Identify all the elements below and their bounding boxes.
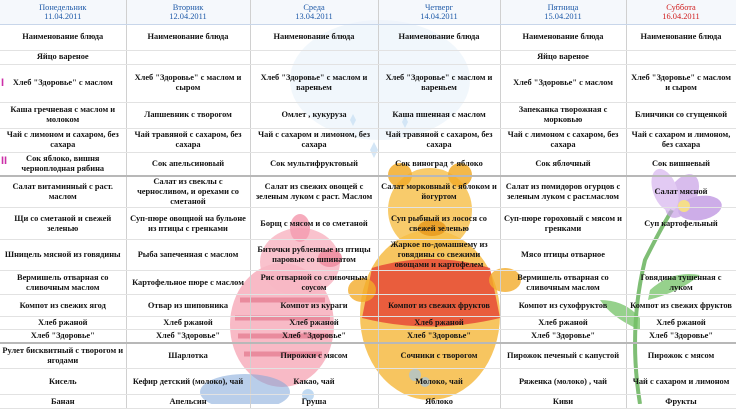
menu-cell: Хлеб "Здоровье" xyxy=(126,330,250,343)
menu-cell: Хлеб "Здоровье" xyxy=(626,330,736,343)
menu-cell: Запеканка творожная с морковью xyxy=(500,102,626,128)
menu-cell: Чай с сахаром и лимоном, без сахара xyxy=(250,128,378,152)
table-row xyxy=(0,24,736,50)
menu-cell: Жаркое по-домашнему из говядины со свежими овощами и картофелем xyxy=(378,240,500,271)
menu-cell: Хлеб "Здоровье" xyxy=(250,330,378,343)
menu-cell: Хлеб "Здоровье" с маслом и сыром xyxy=(126,64,250,102)
menu-cell: Хлеб ржаной xyxy=(0,317,126,330)
menu-cell: Мясо птицы отварное xyxy=(500,240,626,271)
menu-cell: Хлеб "Здоровье" xyxy=(0,330,126,343)
menu-cell: Хлеб "Здоровье" с маслом xyxy=(0,64,126,102)
table-row xyxy=(0,240,736,271)
menu-cell: Шарлотка xyxy=(126,343,250,369)
menu-cell xyxy=(626,50,736,64)
menu-cell: Яйцо вареное xyxy=(0,50,126,64)
menu-cell: Яйцо вареное xyxy=(500,50,626,64)
menu-cell: Омлет , кукуруза xyxy=(250,102,378,128)
menu-cell: Каша пшенная с маслом xyxy=(378,102,500,128)
menu-cell: Суп картофельный xyxy=(626,208,736,240)
menu-cell: Чай с лимоном и сахаром, без сахара xyxy=(0,128,126,152)
menu-cell: Салат из помидоров огурцов с зеленым луком с раст.маслом xyxy=(500,176,626,208)
menu-cell: Блинчики со сгущенкой xyxy=(626,102,736,128)
menu-cell: Компот из свежих фруктов xyxy=(626,295,736,317)
menu-cell: Вермишель отварная со сливочным маслом xyxy=(500,271,626,295)
menu-cell: Суп-пюре овощной на бульоне из птицы с гренками xyxy=(126,208,250,240)
menu-cell: Хлеб ржаной xyxy=(126,317,250,330)
menu-cell: Наименование блюда xyxy=(500,24,626,50)
menu-cell: Сок мультифруктовый xyxy=(250,152,378,176)
day-header-friday: Пятница 15.04.2011 xyxy=(500,0,626,24)
table-row xyxy=(0,395,736,409)
menu-cell: Каша гречневая с маслом и молоком xyxy=(0,102,126,128)
menu-cell: Компот из свежих ягод xyxy=(0,295,126,317)
menu-cell: Салат витаминный с раст. маслом xyxy=(0,176,126,208)
menu-cell: Груша xyxy=(250,395,378,409)
header-row xyxy=(0,0,736,24)
menu-cell: Рулет бисквитный с творогом и ягодами xyxy=(0,343,126,369)
table-row xyxy=(0,50,736,64)
menu-cell: Кефир детский (молоко), чай xyxy=(126,369,250,395)
day-header-thursday: Четверг 14.04.2011 xyxy=(378,0,500,24)
meal-marker-2: II xyxy=(1,155,8,167)
menu-cell: Сок виноград + яблоко xyxy=(378,152,500,176)
menu-cell: Ряженка (молоко) , чай xyxy=(500,369,626,395)
menu-cell: Картофельное пюре с маслом xyxy=(126,271,250,295)
menu-cell: Наименование блюда xyxy=(0,24,126,50)
table-row xyxy=(0,271,736,295)
menu-cell: Чай с сахаром и лимоном, без сахара xyxy=(626,128,736,152)
menu-cell: Апельсин xyxy=(126,395,250,409)
menu-cell: Хлеб ржаной xyxy=(500,317,626,330)
menu-cell: Киви xyxy=(500,395,626,409)
table-row xyxy=(0,152,736,176)
menu-cell: Салат морковный с яблоком и йогуртом xyxy=(378,176,500,208)
menu-cell: Сочники с творогом xyxy=(378,343,500,369)
menu-cell: Шницель мясной из говядины xyxy=(0,240,126,271)
menu-cell: Салат мясной xyxy=(626,176,736,208)
day-header-saturday: Суббота 16.04.2011 xyxy=(626,0,736,24)
menu-cell: Щи со сметаной и свежей зеленью xyxy=(0,208,126,240)
menu-cell: Лапшевник с творогом xyxy=(126,102,250,128)
menu-cell: Хлеб ржаной xyxy=(250,317,378,330)
table-row xyxy=(0,208,736,240)
menu-cell: Компот из свежих фруктов xyxy=(378,295,500,317)
menu-cell: Фрукты xyxy=(626,395,736,409)
menu-cell: Хлеб "Здоровье" с маслом и вареньем xyxy=(378,64,500,102)
menu-cell: Рыба запеченная с маслом xyxy=(126,240,250,271)
menu-cell: Кисель xyxy=(0,369,126,395)
menu-cell: Хлеб "Здоровье" с маслом и вареньем xyxy=(250,64,378,102)
menu-cell: Хлеб "Здоровье" с маслом xyxy=(500,64,626,102)
menu-cell: Наименование блюда xyxy=(126,24,250,50)
menu-cell: Какао, чай xyxy=(250,369,378,395)
menu-cell: Сок яблоко, вишня черноплодная рябина xyxy=(0,152,126,176)
menu-cell: Компот из сухофруктов xyxy=(500,295,626,317)
menu-cell: Пирожок печеный с капустой xyxy=(500,343,626,369)
table-row xyxy=(0,64,736,102)
menu-cell: Рис отварной со сливочным соусом xyxy=(250,271,378,295)
menu-cell xyxy=(378,50,500,64)
menu-cell: Борщ с мясом и со сметаной xyxy=(250,208,378,240)
menu-cell: Хлеб "Здоровье" xyxy=(378,330,500,343)
table-row xyxy=(0,330,736,343)
table-row xyxy=(0,176,736,208)
menu-cell: Наименование блюда xyxy=(626,24,736,50)
menu-cell: Салат из свеклы с черносливом, и орехами со сметаной xyxy=(126,176,250,208)
day-header-monday: Понедельник 11.04.2011 xyxy=(0,0,126,24)
day-header-tuesday: Вторник 12.04.2011 xyxy=(126,0,250,24)
menu-cell: Суп рыбный из лосося со свежей зеленью xyxy=(378,208,500,240)
menu-cell: Хлеб "Здоровье" с маслом и сыром xyxy=(626,64,736,102)
menu-cell: Хлеб ржаной xyxy=(378,317,500,330)
menu-cell: Вермишель отварная со сливочным маслом xyxy=(0,271,126,295)
menu-cell: Суп-пюре гороховый с мясом и гренками xyxy=(500,208,626,240)
menu-cell xyxy=(126,50,250,64)
menu-cell: Банан xyxy=(0,395,126,409)
menu-cell: Чай травяной с сахаром, без сахара xyxy=(378,128,500,152)
table-row xyxy=(0,317,736,330)
menu-cell: Отвар из шиповника xyxy=(126,295,250,317)
table-row xyxy=(0,102,736,128)
menu-cell: Биточки рубленные из птицы паровые со шпинатом xyxy=(250,240,378,271)
menu-cell: Сок вишневый xyxy=(626,152,736,176)
menu-cell: Салат из свежих овощей с зеленым луком с раст. Маслом xyxy=(250,176,378,208)
table-row xyxy=(0,295,736,317)
menu-cell: Компот из кураги xyxy=(250,295,378,317)
menu-cell: Говядина тушенная с луком xyxy=(626,271,736,295)
menu-cell: Пирожок с мясом xyxy=(626,343,736,369)
table-row xyxy=(0,369,736,395)
day-header-wednesday: Среда 13.04.2011 xyxy=(250,0,378,24)
menu-cell xyxy=(378,271,500,295)
menu-cell: Наименование блюда xyxy=(378,24,500,50)
menu-cell: Пирожки с мясом xyxy=(250,343,378,369)
menu-cell: Яблоко xyxy=(378,395,500,409)
menu-cell xyxy=(626,240,736,271)
menu-cell: Сок яблочный xyxy=(500,152,626,176)
menu-cell: Хлеб "Здоровье" xyxy=(500,330,626,343)
meal-marker-1: I xyxy=(1,77,5,89)
menu-cell: Чай с лимоном с сахаром, без сахара xyxy=(500,128,626,152)
menu-cell: Чай травяной с сахаром, без сахара xyxy=(126,128,250,152)
menu-cell: Наименование блюда xyxy=(250,24,378,50)
menu-cell: Сок апельсиновый xyxy=(126,152,250,176)
menu-cell: Хлеб ржаной xyxy=(626,317,736,330)
menu-cell xyxy=(250,50,378,64)
table-row xyxy=(0,128,736,152)
table-row xyxy=(0,343,736,369)
menu-cell: Чай с сахаром и лимоном xyxy=(626,369,736,395)
menu-cell: Молоко, чай xyxy=(378,369,500,395)
